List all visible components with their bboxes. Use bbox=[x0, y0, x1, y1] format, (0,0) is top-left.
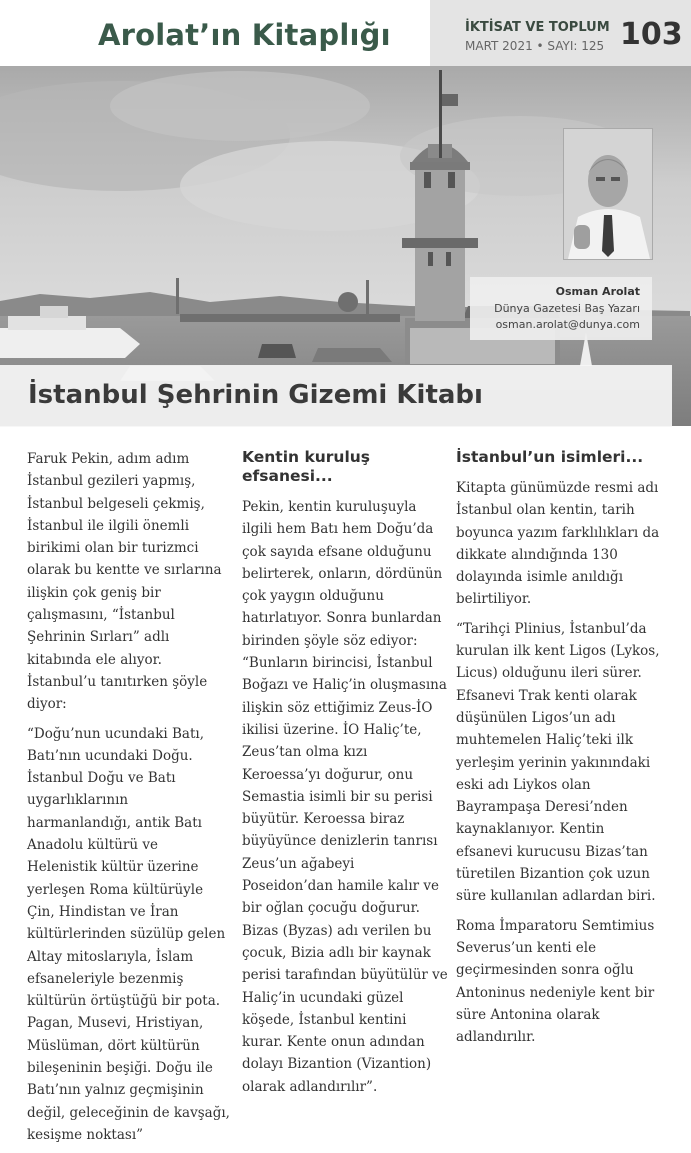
article-column-2 bbox=[242, 448, 448, 1105]
author-role: Dünya Gazetesi Baş Yazarı bbox=[494, 302, 640, 315]
portrait-illustration bbox=[564, 129, 652, 259]
paragraph: Roma İmparatoru Semtimius Severus’un kenti ele geçirmesinden sonra oğlu Antoninus nedeniyle kent bir süre Antonina olarak adlandırılır. bbox=[456, 917, 655, 1046]
author-portrait bbox=[563, 128, 653, 260]
paragraph: Pekin, kentin kuruluşuyla ilgili hem Batı hem Doğu’da çok sayıda efsane olduğunu belirterek, onların, dördünün çok yaygın olduğunu hatırlatıyor. Sonra bunlardan birinden şöyle söz ediyor: “Bunların birincisi, İstanbul Boğazı ve Haliç’in oluşmasına ilişkin söz ettiğimiz Zeus-İO ikilisi üzerine. İO Haliç’te, Zeus’tan olma kızı Keroessa’yı doğurur, onu Semastia isimli bir su perisi büyütür. Keroessa biraz büyüyünce denizlerin tanrısı Zeus’un ağabeyi Poseidon’dan hamile kalır ve bir oğlan çocuğu doğurur. Bizas (Byzas) adı verilen bu çocuk, Bizia adlı bir kaynak perisi tarafından büyütülür ve Haliç’in ucundaki güzel köşede, İstanbul kentini kurar. Kente onun adından dolayı Bizantion (Vizantion) olarak adlandırılır”. bbox=[242, 499, 448, 1095]
paragraph: “Tarihçi Plinius, İstanbul’da kurulan ilk kent Ligos (Lykos, Licus) olduğunu ileri sürer. Efsanevi Trak kenti olarak düşünülen Ligos’un adı muhtemelen Haliç’teki ilk yerleşim yerinin yakınındaki eski adı Liykos olan Bayrampaşa Deresi’nden kaynaklanıyor. Kentin efsanevi kurucusu Bizas’tan türetilen Bizantion çok uzun süre kullanılan adlardan biri. bbox=[456, 620, 660, 905]
article-column-1 bbox=[27, 448, 232, 1153]
author-email: osman.arolat@dunya.com bbox=[495, 318, 640, 331]
author-info-box bbox=[470, 277, 652, 340]
magazine-info-block bbox=[430, 0, 691, 66]
section-heading: Kentin kuruluş efsanesi... bbox=[242, 448, 371, 485]
magazine-name: İKTİSAT VE TOPLUM bbox=[465, 20, 610, 35]
page-header bbox=[0, 0, 691, 66]
paragraph: “Doğu’nun ucundaki Batı, Batı’nın ucundaki Doğu. İstanbul Doğu ve Batı uygarlıklarının harmanlandığı, antik Batı Anadolu kültürü ve Helenistik kültür üzerine yerleşen Roma kültürüyle Çin, Hindistan ve İran kültürlerinden süzülüp gelen Altay mitoslarıyla, İslam efsaneleriyle bezenmiş kültürün örtüştüğü bir pota. Pagan, Musevi, Hristiyan, Müslüman, dört kültürün bileşeninin beşiği. Doğu ile Batı’nın yalnız geçmişinin değil, geleceğinin de kavşağı, kesişme noktası” bbox=[27, 725, 230, 1143]
paragraph: Kitapta günümüzde resmi adı İstanbul olan kentin, tarih boyunca yazım farklılıkları da dikkate alındığında 130 dolayında isimle anıldığı belirtiliyor. bbox=[456, 480, 660, 608]
page-number: 103 bbox=[620, 17, 683, 52]
section-heading: İstanbul’un isimleri... bbox=[456, 448, 644, 466]
article-column-3 bbox=[456, 448, 661, 1055]
paragraph: Faruk Pekin, adım adım İstanbul gezileri yapmış, İstanbul belgeseli çekmiş, İstanbul ile ilgili önemli birikimi olan bir turizmci olarak bu kentte ve sırlarına ilişkin çok geniş bir çalışmasını, “İstanbul Şehrinin Sırları” adlı kitabında ele alıyor. İstanbul’u tanıtırken şöyle diyor: bbox=[27, 451, 222, 713]
article-title: İstanbul Şehrinin Gizemi Kitabı bbox=[28, 380, 483, 410]
issue-info: MART 2021 • SAYI: 125 bbox=[465, 39, 605, 53]
author-name: Osman Arolat bbox=[555, 285, 640, 298]
column-title: Arolat’ın Kitaplığı bbox=[98, 18, 391, 52]
title-band bbox=[0, 365, 672, 427]
